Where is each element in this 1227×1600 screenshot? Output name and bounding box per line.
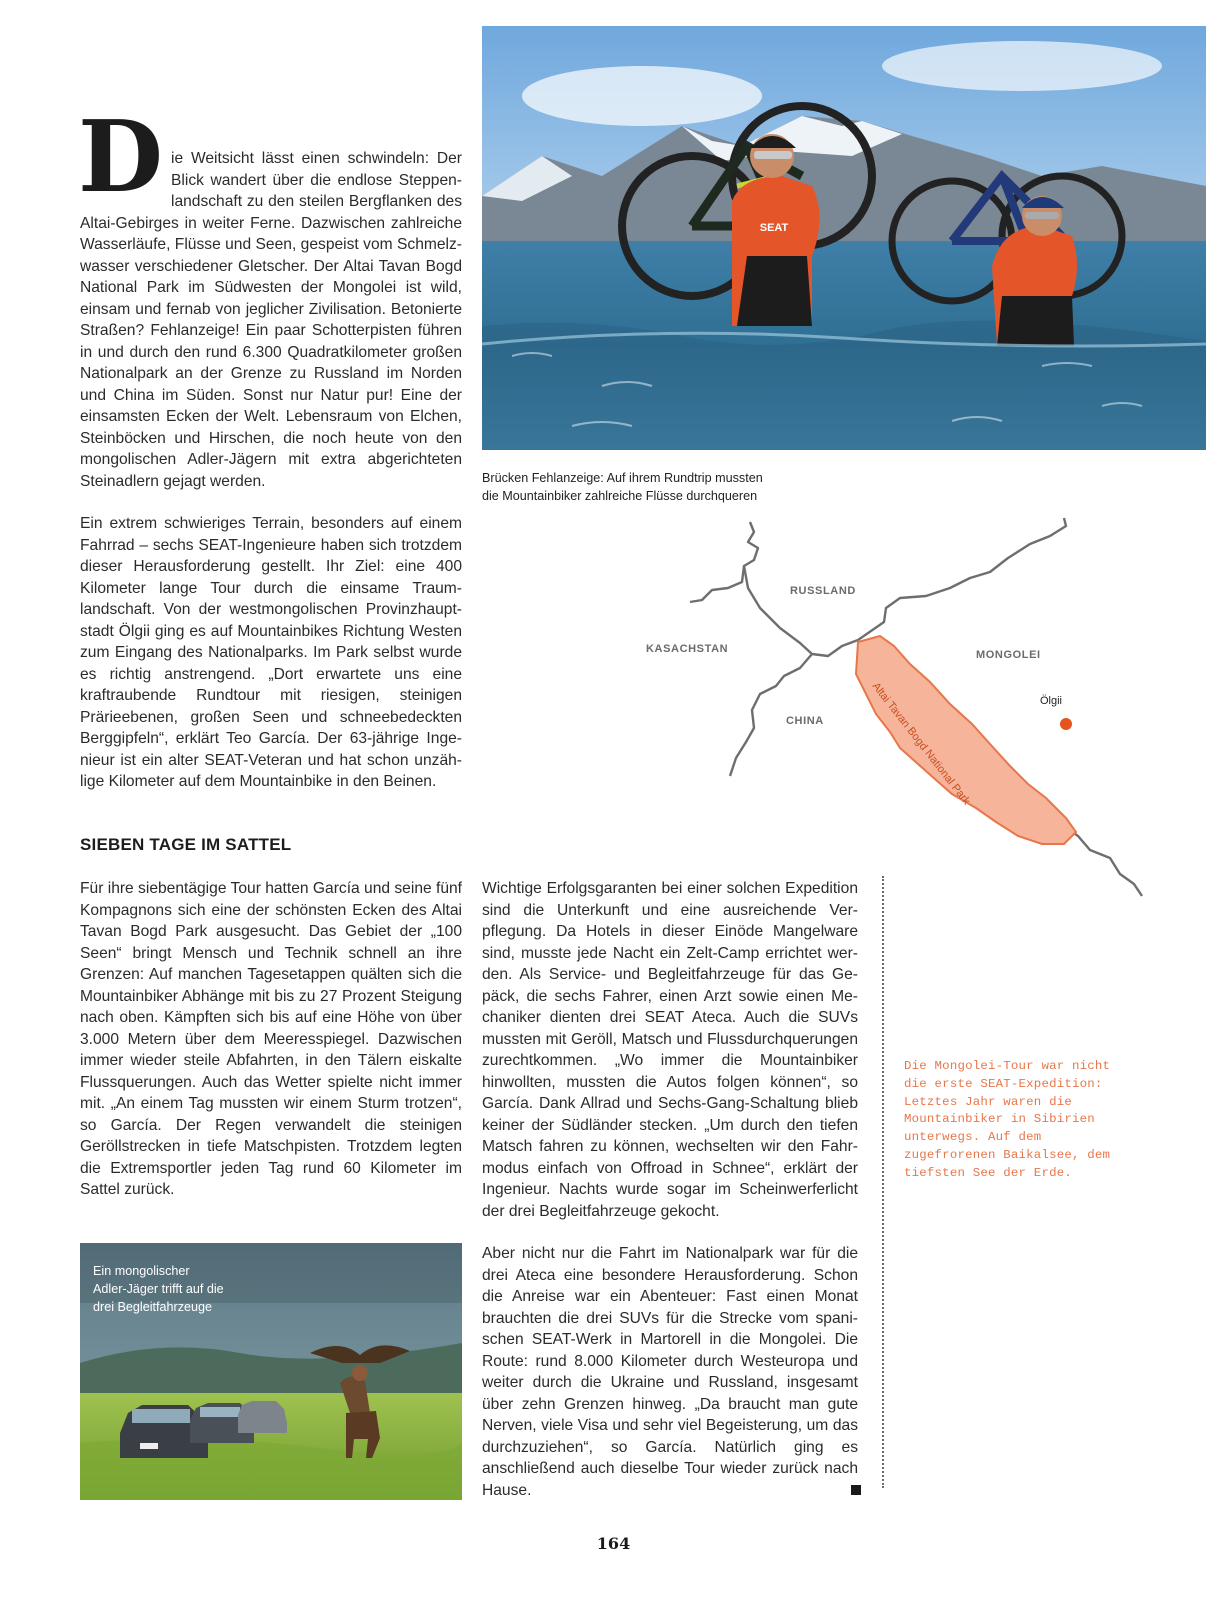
caption-line: Brücken Fehlanzeige: Auf ihrem Rundtrip mussten xyxy=(482,471,763,485)
intro-column xyxy=(78,100,462,793)
column-2-paragraph-2: Aber nicht nur die Fahrt im Nationalpark war für die drei Ateca eine besondere Herausforderung. Schon die Anreise war ein Abenteuer: Fast einen Monat brauchten die drei SUVs für die Strecke vom spanischen SEAT-Werk in Martorell in die Mongolei. Die Route: rund 8.000 Kilometer durch Westeuropa und weiter durch die Ukraine und Russland, insgesamt über zehn Grenzen hinweg. „Da braucht man gute Nerven, viele Visa und sehr viel Begeisterung, um das durchzuziehen“, so García. Natürlich ging es anschließend auch dieselbe Tour wieder zurück nach Hause. xyxy=(482,1245,858,1499)
column-2-paragraph-1: Wichtige Erfolgsgaranten bei einer solchen Expedition sind die Unterkunft und eine ausreichende Verpflegung. Da Hotels in dieser Einöde Mangelware sind, musste jede Nacht ein Zelt-Camp errichtet werden. Als Service- und Begleitfahrzeuge für das Gepäck, die sechs Fahrer, einen Arzt sowie einen Mechaniker dienten drei SEAT Ateca. Auch die SUVs mussten mit Geröll, Matsch und Flussdurchquerungen zurechtkommen. „Wo immer die Mountainbiker hinwollten, mussten die Autos folgen können“, so García. Dank Allrad und Sechs-Gang-Schaltung blieb keiner der Südländer stecken. „Um durch den tiefen Matsch fahren zu können, wechselten wir den Fahrmodus einfach von Offroad in Schnee“, erklärt der Ingenieur. Nachts wurde sogar im Scheinwerferlicht der drei Begleitfahrzeuge gekocht. xyxy=(482,880,858,1220)
page-number: 164 xyxy=(596,1534,631,1553)
caption-line: drei Begleitfahrzeuge xyxy=(93,1300,213,1314)
photo-caption-bikers xyxy=(482,469,763,505)
column-2-text xyxy=(482,878,858,1501)
map-mongolia-park xyxy=(646,518,1170,918)
column-1-paragraph: Für ihre siebentägige Tour hatten García und seine fünf Kompagnons sich eine der schönsten Ecken des Altai Tavan Bogd Park ausgesucht. Das Gebiet der „100 Seen“ bringt Mensch und Technik schnell an ihre Grenzen: Auf manchen Tagesetappen quälten sich die Mountainbiker Abhänge mit bis zu 27 Prozent Steigung nach oben. Kämpften sich bis auf eine Höhe von über 3.000 Metern über dem Meeresspiegel. Dazwischen immer wieder steile Abfahrten, in den Tälern eiskalte Flussquerungen. Auch das Wetter spielte nicht immer mit. „An einem Tag mussten wir einem Sturm trotzen“, so García. Der Regen verwandelt die steinigen Geröllstrecken in tiefe Matschpisten. Trotzdem legten die Extremsportler jeden Tag rund 60 Kilometer im Sattel zurück. xyxy=(80,880,463,1198)
end-of-article-mark xyxy=(851,1485,861,1495)
section-heading: SIEBEN TAGE IM SATTEL xyxy=(80,835,292,854)
intro-paragraph-2: Ein extrem schwieriges Terrain, besonders auf einem Fahrrad – sechs SEAT-Ingenieure haben sich trotzdem dieser Herausforderung gestellt. Ihr Ziel: eine 400 Kilometer lange Tour durch die einsame Traumlandschaft. Von der westmongolischen Provinzhauptstadt Ölgii ging es auf Mountainbikes Richtung Westen zum Eingang des Nationalparks. Im Park selbst wurde es richtig anstrengend. „Dort erwartete uns eine kraftraubende Rundtour mit riesigen, steinigen Prärieebenen, großen Seen und schneebedeckten Berggipfeln“, erklärt Teo García. Der 63-jährige Ingenieur ist ein alter SEAT-Veteran und hat schon unzählige Kilometer auf dem Mountainbike in den Beinen. xyxy=(80,515,462,790)
map-label-russia: RUSSLAND xyxy=(790,585,856,597)
map-label-kazakhstan: KASACHSTAN xyxy=(646,643,729,655)
border-russia-mongolia xyxy=(858,518,1066,640)
sidebar-note: Die Mongolei-Tour war nicht die erste SEAT-Expedition: Letztes Jahr waren die Mountainbiker in Sibirien unterwegs. Auf dem zugefrorenen Baikalsee, dem tiefsten See der Erde. xyxy=(904,1059,1111,1180)
caption-line: die Mountainbiker zahlreiche Flüsse durchqueren xyxy=(482,489,758,503)
dropcap-letter: D xyxy=(78,100,163,215)
map-label-city: Ölgii xyxy=(1040,695,1063,707)
border-russia-kazakhstan-west xyxy=(690,522,758,602)
border-kazakhstan-russia xyxy=(744,566,858,656)
photo-bikers-crossing-river xyxy=(482,26,1206,450)
map-label-park: Altai Tavan Bogd National Park xyxy=(869,680,973,808)
national-park-area xyxy=(856,636,1076,844)
jersey-logo-left: SEAT xyxy=(759,222,789,234)
photo-bikers-illustration xyxy=(482,26,1206,450)
column-1-text xyxy=(80,878,462,1201)
caption-line: Ein mongolischer xyxy=(93,1264,190,1278)
dotted-divider xyxy=(882,876,884,1488)
map-label-china: CHINA xyxy=(786,715,824,727)
intro-paragraph-1: ie Weitsicht lässt einen schwindeln: Der Blick wandert über die endlose Steppenlandschaft zu den steilen Bergflanken des Altai-Gebirges in weiter Ferne. Dazwischen zahlreiche Wasserläufe, Flüsse und Seen, gespeist vom Schmelzwasser verschiedener Gletscher. Der Altai Tavan Bogd National Park im Südwesten der Mongolei ist wild, einsam und fernab von jeglicher Zivilisation. Betonierte Straßen? Fehlanzeige! Ein paar Schotterpisten führen in und durch den rund 6.300 Quadratkilometer großen Nationalpark an der Grenze zu Russland im Norden und China im Süden. Sonst nur Natur pur! Eine der einsamsten Ecken der Welt. Lebensraum von Elchen, Steinböcken und Hirschen, die noch heute von den mongolischen Adler-Jägern mit extra abgerichteten Steinadlern gejagt werden. xyxy=(80,150,462,490)
photo-caption-eagle xyxy=(93,1262,224,1316)
city-marker-icon xyxy=(1060,718,1072,730)
map-label-mongolia: MONGOLEI xyxy=(976,649,1041,661)
map-illustration xyxy=(646,518,1170,918)
caption-line: Adler-Jäger trifft auf die xyxy=(93,1282,224,1296)
